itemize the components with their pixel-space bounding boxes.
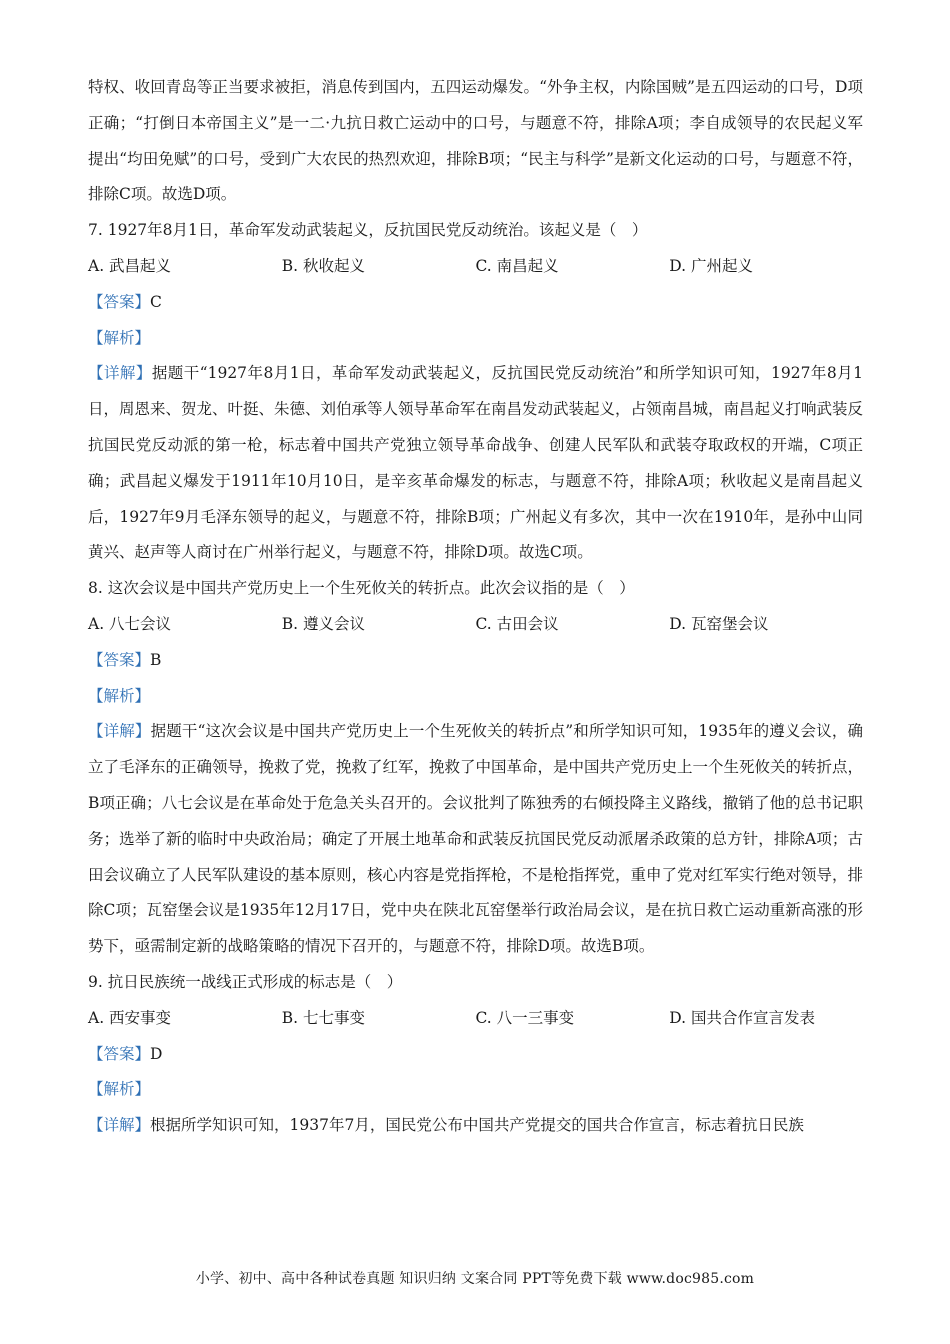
- option-c: C. 南昌起义: [475, 256, 559, 275]
- detail-paragraph: [88, 714, 863, 965]
- intro-paragraph: 特权、收回青岛等正当要求被拒，消息传到国内，五四运动爆发。“外争主权，内除国贼”是五四运动的口号，D项正确；“打倒日本帝国主义”是一二·九抗日救亡运动中的口号，与题意不符，排除A项；李自成领导的农民起义军提出“均田免赋”的口号，受到广大农民的热烈欢迎，排除B项；“民主与科学”是新文化运动的口号，与题意不符，排除C项。故选D项。: [88, 78, 863, 204]
- answer-tag: 【答案】: [88, 1044, 151, 1063]
- option-b: B. 遵义会议: [281, 614, 365, 633]
- answer-line: [88, 1037, 863, 1073]
- option-a: A. 武昌起义: [88, 256, 172, 275]
- analysis-tag: 【解析】: [88, 686, 151, 705]
- question-options: [88, 1001, 863, 1037]
- question-options: [88, 607, 863, 643]
- question-stem: 7. 1927年8月1日，革命军发动武装起义，反抗国民党反动统治。该起义是（ ）: [88, 221, 648, 240]
- answer-tag: 【答案】: [88, 292, 151, 311]
- detail-text: 据题干“这次会议是中国共产党历史上一个生死攸关的转折点”和所学知识可知，1935年的遵义会议，确立了毛泽东的正确领导，挽救了党，挽救了红军，挽救了中国革命，是中国共产党历史上一个生死攸关的转折点，B项正确；八七会议是在革命处于危急关头召开的。会议批判了陈独秀的右倾投降主义路线，撤销了他的总书记职务；选举了新的临时中央政治局；确定了开展土地革命和武装反抗国民党反动派屠杀政策的总方针，排除A项；古田会议确立了人民军队建设的基本原则，核心内容是党指挥枪，不是枪指挥党，重申了党对红军实行绝对领导，排除C项；瓦窑堡会议是1935年12月17日，党中央在陕北瓦窑堡举行政治局会议，是在抗日救亡运动重新高涨的形势下，亟需制定新的战略策略的情况下召开的，与题意不符，排除D项。故选B项。: [88, 722, 864, 956]
- analysis-line: [88, 1072, 863, 1108]
- detail-tag: 【详解】: [88, 1116, 151, 1135]
- option-d: D. 瓦窑堡会议: [669, 614, 769, 633]
- detail-tag: 【详解】: [88, 364, 152, 383]
- analysis-line: [88, 679, 863, 715]
- answer-value: D: [150, 1044, 163, 1063]
- document-body: [88, 70, 863, 1144]
- option-a: A. 八七会议: [88, 614, 172, 633]
- option-b: B. 七七事变: [281, 1008, 365, 1027]
- answer-value: C: [150, 292, 162, 311]
- option-d: D. 国共合作宣言发表: [669, 1008, 815, 1027]
- option-c: C. 八一三事变: [475, 1008, 575, 1027]
- question-8: [88, 571, 863, 965]
- question-7: [88, 213, 863, 571]
- detail-paragraph: [88, 356, 863, 571]
- question-stem: 9. 抗日民族统一战线正式形成的标志是（ ）: [88, 972, 403, 991]
- question-options: [88, 249, 863, 285]
- option-a: A. 西安事变: [88, 1008, 172, 1027]
- answer-value: B: [150, 650, 162, 669]
- analysis-tag: 【解析】: [88, 328, 151, 347]
- option-d: D. 广州起义: [669, 256, 753, 275]
- question-9: [88, 965, 863, 1144]
- answer-tag: 【答案】: [88, 650, 151, 669]
- option-b: B. 秋收起义: [281, 256, 365, 275]
- page-footer: 小学、初中、高中各种试卷真题 知识归纳 文案合同 PPT等免费下载 www.doc985.com: [195, 1271, 755, 1287]
- detail-paragraph: [88, 1108, 863, 1144]
- detail-tag: 【详解】: [88, 722, 151, 741]
- detail-text: 据题干“1927年8月1日，革命军发动武装起义，反抗国民党反动统治”和所学知识可知，1927年8月1日，周恩来、贺龙、叶挺、朱德、刘伯承等人领导革命军在南昌发动武装起义，占领南昌城，南昌起义打响武装反抗国民党反动派的第一枪，标志着中国共产党独立领导革命战争、创建人民军队和武装夺取政权的开端，C项正确；武昌起义爆发于1911年10月10日，是辛亥革命爆发的标志，与题意不符，排除A项；秋收起义是南昌起义后，1927年9月毛泽东领导的起义，与题意不符，排除B项；广州起义有多次，其中一次在1910年，是孙中山同黄兴、赵声等人商讨在广州举行起义，与题意不符，排除D项。故选C项。: [88, 364, 864, 562]
- answer-line: [88, 285, 863, 321]
- detail-text: 根据所学知识可知，1937年7月，国民党公布中国共产党提交的国共合作宣言，标志着抗日民族: [150, 1116, 804, 1135]
- answer-line: [88, 643, 863, 679]
- analysis-line: [88, 321, 863, 357]
- question-stem: 8. 这次会议是中国共产党历史上一个生死攸关的转折点。此次会议指的是（ ）: [88, 579, 635, 598]
- option-c: C. 古田会议: [475, 614, 559, 633]
- analysis-tag: 【解析】: [88, 1080, 151, 1099]
